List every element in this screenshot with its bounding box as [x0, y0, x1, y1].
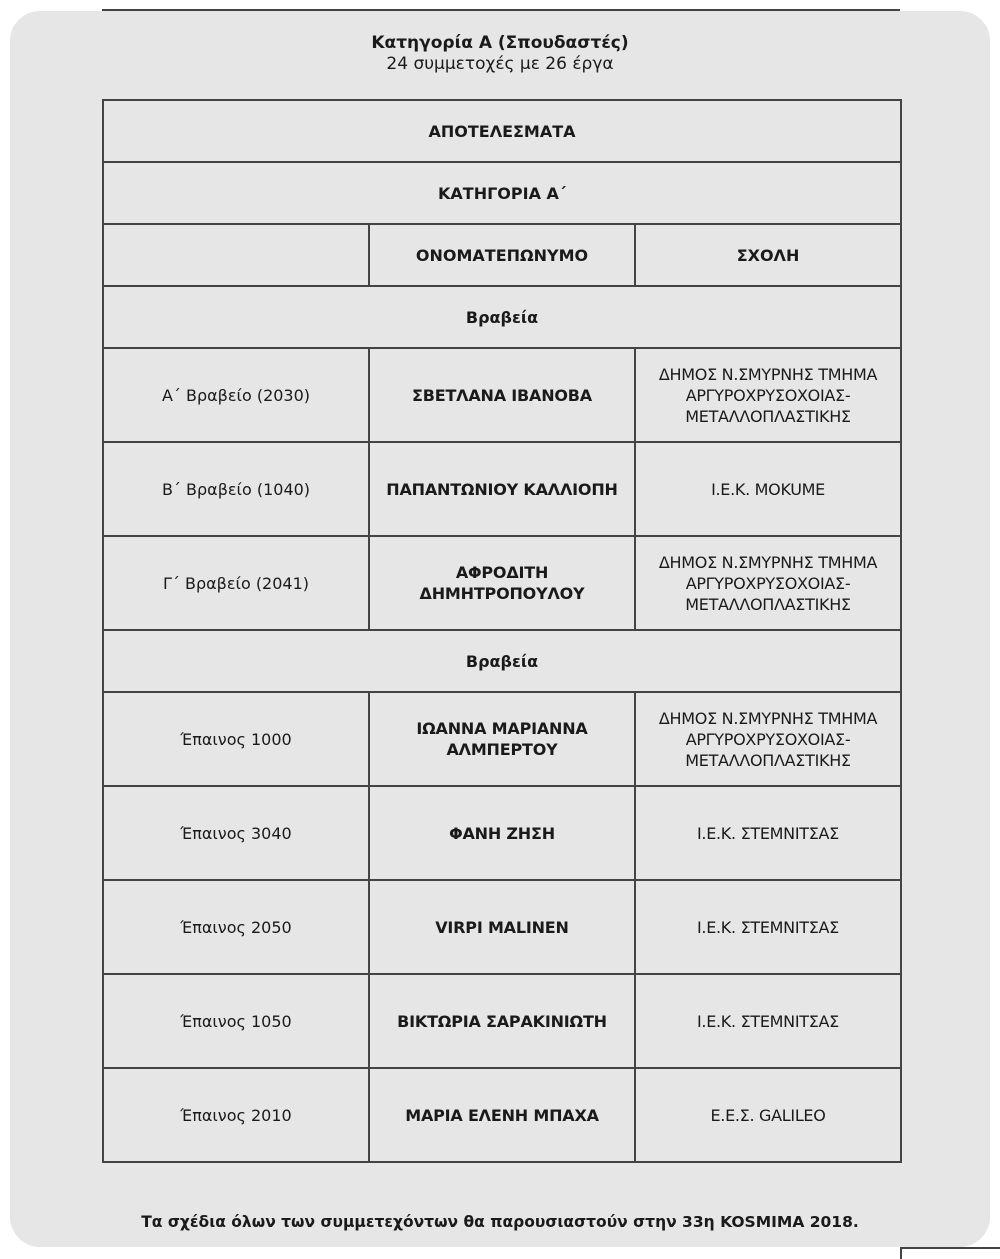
school-cell: Ι.Ε.Κ. ΣΤΕΜΝΙΤΣΑΣ	[635, 880, 901, 974]
award-cell: Έπαινος 1050	[103, 974, 369, 1068]
name-cell: ΦΑΝΗ ΖΗΣΗ	[369, 786, 635, 880]
table-row	[103, 786, 901, 880]
section-label: Βραβεία	[103, 286, 901, 348]
school-cell: Ε.Ε.Σ. GALILEO	[635, 1068, 901, 1162]
table-row	[103, 880, 901, 974]
award-cell: Έπαινος 1000	[103, 692, 369, 786]
award-cell: Έπαινος 2010	[103, 1068, 369, 1162]
award-cell: Β΄ Βραβείο (1040)	[103, 442, 369, 536]
corner-mark	[900, 1247, 1000, 1259]
table-category-row	[103, 162, 901, 224]
category-title: Κατηγορία Α (Σπουδαστές)	[371, 33, 629, 53]
column-header-row	[103, 224, 901, 286]
category-heading: ΚΑΤΗΓΟΡΙΑ Α΄	[103, 162, 901, 224]
column-header-school: ΣΧΟΛΗ	[635, 224, 901, 286]
name-cell: ΠΑΠΑΝΤΩΝΙΟΥ ΚΑΛΛΙΟΠΗ	[369, 442, 635, 536]
column-header-name: ΟΝΟΜΑΤΕΠΩΝΥΜΟ	[369, 224, 635, 286]
award-cell: Έπαινος 2050	[103, 880, 369, 974]
table-row	[103, 1068, 901, 1162]
table-row	[103, 348, 901, 442]
name-cell: VIRPI MALINEN	[369, 880, 635, 974]
name-cell: ΒΙΚΤΩΡΙΑ ΣΑΡΑΚΙΝΙΩΤΗ	[369, 974, 635, 1068]
name-cell: ΜΑΡΙΑ ΕΛΕΝΗ ΜΠΑΧΑ	[369, 1068, 635, 1162]
table-row	[103, 536, 901, 630]
entries-count: 24 συμμετοχές με 26 έργα	[386, 54, 614, 74]
section-row	[103, 286, 901, 348]
school-cell: Ι.Ε.Κ. ΣΤΕΜΝΙΤΣΑΣ	[635, 786, 901, 880]
table-heading-row	[103, 100, 901, 162]
school-cell: ΔΗΜΟΣ Ν.ΣΜΥΡΝΗΣ ΤΜΗΜΑ ΑΡΓΥΡΟΧΡΥΣΟΧΟΙΑΣ-ΜΕΤΑΛΛΟΠΛΑΣΤΙΚΗΣ	[635, 536, 901, 630]
name-cell: ΣΒΕΤΛΑΝΑ ΙΒΑΝΟΒΑ	[369, 348, 635, 442]
award-cell: Έπαινος 3040	[103, 786, 369, 880]
results-heading: ΑΠΟΤΕΛΕΣΜΑΤΑ	[103, 100, 901, 162]
name-cell: ΑΦΡΟΔΙΤΗ ΔΗΜΗΤΡΟΠΟΥΛΟΥ	[369, 536, 635, 630]
school-cell: ΔΗΜΟΣ Ν.ΣΜΥΡΝΗΣ ΤΜΗΜΑ ΑΡΓΥΡΟΧΡΥΣΟΧΟΙΑΣ-ΜΕΤΑΛΛΟΠΛΑΣΤΙΚΗΣ	[635, 348, 901, 442]
name-cell: ΙΩΑΝΝΑ ΜΑΡΙΑΝΝΑ ΑΛΜΠΕΡΤΟΥ	[369, 692, 635, 786]
table-row	[103, 442, 901, 536]
award-cell: Γ΄ Βραβείο (2041)	[103, 536, 369, 630]
results-table	[102, 99, 902, 1163]
school-cell: ΔΗΜΟΣ Ν.ΣΜΥΡΝΗΣ ΤΜΗΜΑ ΑΡΓΥΡΟΧΡΥΣΟΧΟΙΑΣ-ΜΕΤΑΛΛΟΠΛΑΣΤΙΚΗΣ	[635, 692, 901, 786]
footer-note: Τα σχέδια όλων των συμμετεχόντων θα παρουσιαστούν στην 33η KOSMIMA 2018.	[141, 1213, 859, 1231]
table-row	[103, 974, 901, 1068]
school-cell: Ι.Ε.Κ. ΣΤΕΜΝΙΤΣΑΣ	[635, 974, 901, 1068]
school-cell: Ι.Ε.Κ. MOKUME	[635, 442, 901, 536]
section-label: Βραβεία	[103, 630, 901, 692]
award-cell: Α΄ Βραβείο (2030)	[103, 348, 369, 442]
table-row	[103, 692, 901, 786]
column-header-award	[103, 224, 369, 286]
section-row	[103, 630, 901, 692]
